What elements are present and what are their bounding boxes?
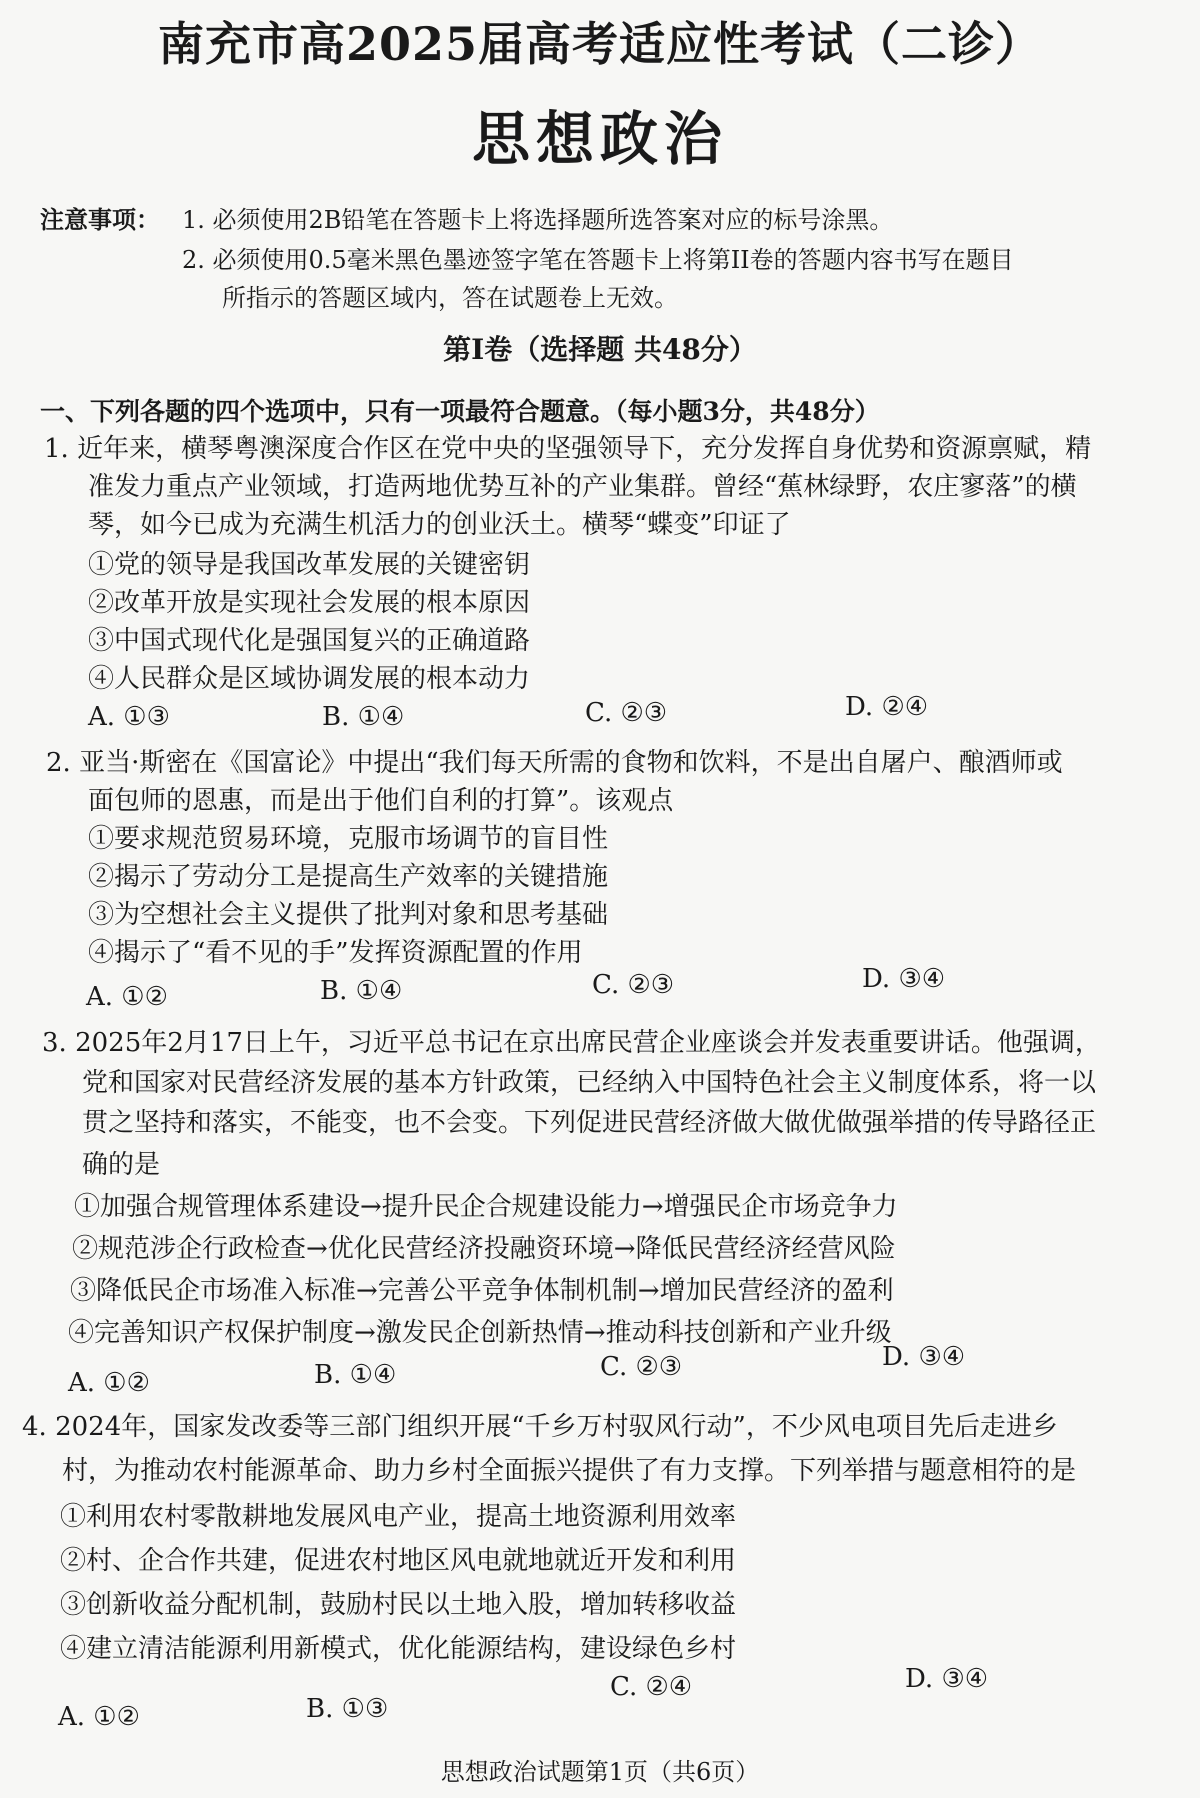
question-line: 准发力重点产业领域，打造两地优势互补的产业集群。曾经“蕉林绿野，农庄寥落”的横 bbox=[88, 472, 1077, 502]
statement-item: ③降低民企市场准入标准→完善公平竞争体制机制→增加民营经济的盈利 bbox=[70, 1276, 894, 1306]
statement-item: ③创新收益分配机制，鼓励村民以土地入股，增加转移收益 bbox=[60, 1590, 737, 1620]
notice-item-2-cont: 所指示的答题区域内，答在试题卷上无效。 bbox=[222, 284, 678, 312]
question-line: 3. 2025年2月17日上午，习近平总书记在京出席民营企业座谈会并发表重要讲话。他强调， bbox=[42, 1028, 1101, 1058]
answer-choice-c[interactable]: C. ②④ bbox=[610, 1672, 693, 1702]
notice-item-1: 1. 必须使用2B铅笔在答题卡上将选择题所选答案对应的标号涂黑。 bbox=[182, 206, 894, 234]
statement-item: ②改革开放是实现社会发展的根本原因 bbox=[88, 588, 531, 618]
part-title: 一、下列各题的四个选项中，只有一项最符合题意。（每小题3分，共48分） bbox=[40, 397, 880, 426]
statement-item: ①利用农村零散耕地发展风电产业，提高土地资源利用效率 bbox=[60, 1502, 737, 1532]
statement-item: ④完善知识产权保护制度→激发民企创新热情→推动科技创新和产业升级 bbox=[68, 1318, 892, 1348]
statement-item: ④揭示了“看不见的手”发挥资源配置的作用 bbox=[88, 938, 583, 968]
answer-choice-a[interactable]: A. ①② bbox=[86, 982, 168, 1012]
statement-item: ②揭示了劳动分工是提高生产效率的关键措施 bbox=[88, 862, 609, 892]
statement-item: ②规范涉企行政检查→优化民营经济投融资环境→降低民营经济经营风险 bbox=[72, 1234, 896, 1264]
answer-choice-b[interactable]: B. ①④ bbox=[322, 702, 405, 732]
answer-choice-d[interactable]: D. ③④ bbox=[882, 1342, 966, 1372]
answer-choice-d[interactable]: D. ②④ bbox=[845, 692, 929, 722]
answer-choice-a[interactable]: A. ①② bbox=[68, 1368, 150, 1398]
question-line: 4. 2024年，国家发改委等三部门组织开展“千乡万村驭风行动”，不少风电项目先后走进乡 bbox=[22, 1412, 1058, 1442]
exam-title: 南充市高2025届高考适应性考试（二诊） bbox=[157, 17, 1043, 71]
question-line: 确的是 bbox=[82, 1150, 161, 1180]
answer-choice-b[interactable]: B. ①③ bbox=[306, 1694, 389, 1724]
statement-item: ④人民群众是区域协调发展的根本动力 bbox=[88, 664, 531, 694]
statement-item: ③为空想社会主义提供了批判对象和思考基础 bbox=[88, 900, 609, 930]
answer-choice-b[interactable]: B. ①④ bbox=[320, 976, 403, 1006]
question-line: 琴，如今已成为充满生机活力的创业沃土。横琴“蝶变”印证了 bbox=[88, 510, 791, 540]
question-line: 2. 亚当·斯密在《国富论》中提出“我们每天所需的食物和饮料，不是出自屠户、酿酒师或 bbox=[46, 748, 1063, 778]
question-line: 1. 近年来，横琴粤澳深度合作区在党中央的坚强领导下，充分发挥自身优势和资源禀赋，精 bbox=[44, 434, 1092, 464]
answer-choice-d[interactable]: D. ③④ bbox=[905, 1664, 989, 1694]
statement-item: ①加强合规管理体系建设→提升民企合规建设能力→增强民企市场竞争力 bbox=[74, 1192, 898, 1222]
notice-label: 注意事项： bbox=[40, 205, 160, 234]
page-footer: 思想政治试题第1页（共6页） bbox=[440, 1758, 760, 1786]
statement-item: ①党的领导是我国改革发展的关键密钥 bbox=[88, 550, 531, 580]
answer-choice-c[interactable]: C. ②③ bbox=[592, 970, 675, 1000]
answer-choice-c[interactable]: C. ②③ bbox=[585, 698, 668, 728]
answer-choice-a[interactable]: A. ①③ bbox=[88, 702, 170, 732]
answer-choice-b[interactable]: B. ①④ bbox=[314, 1360, 397, 1390]
section-title: 第I卷（选择题 共48分） bbox=[443, 333, 757, 366]
answer-choice-c[interactable]: C. ②③ bbox=[600, 1352, 683, 1382]
answer-choice-a[interactable]: A. ①② bbox=[58, 1702, 140, 1732]
question-line: 党和国家对民营经济发展的基本方针政策，已经纳入中国特色社会主义制度体系，将一以 bbox=[82, 1068, 1097, 1098]
statement-item: ③中国式现代化是强国复兴的正确道路 bbox=[88, 626, 531, 656]
question-line: 面包师的恩惠，而是出于他们自利的打算”。该观点 bbox=[88, 786, 674, 816]
statement-item: ①要求规范贸易环境，克服市场调节的盲目性 bbox=[88, 824, 609, 854]
statement-item: ②村、企合作共建，促进农村地区风电就地就近开发和利用 bbox=[60, 1546, 737, 1576]
question-line: 村，为推动农村能源革命、助力乡村全面振兴提供了有力支撑。下列举措与题意相符的是 bbox=[62, 1456, 1077, 1486]
subject-title: 思想政治 bbox=[471, 105, 728, 173]
statement-item: ④建立清洁能源利用新模式，优化能源结构，建设绿色乡村 bbox=[60, 1634, 737, 1664]
answer-choice-d[interactable]: D. ③④ bbox=[862, 964, 946, 994]
question-line: 贯之坚持和落实，不能变，也不会变。下列促进民营经济做大做优做强举措的传导路径正 bbox=[82, 1108, 1097, 1138]
notice-item-2: 2. 必须使用0.5毫米黑色墨迹签字笔在答题卡上将第II卷的答题内容书写在题目 bbox=[182, 246, 1014, 274]
